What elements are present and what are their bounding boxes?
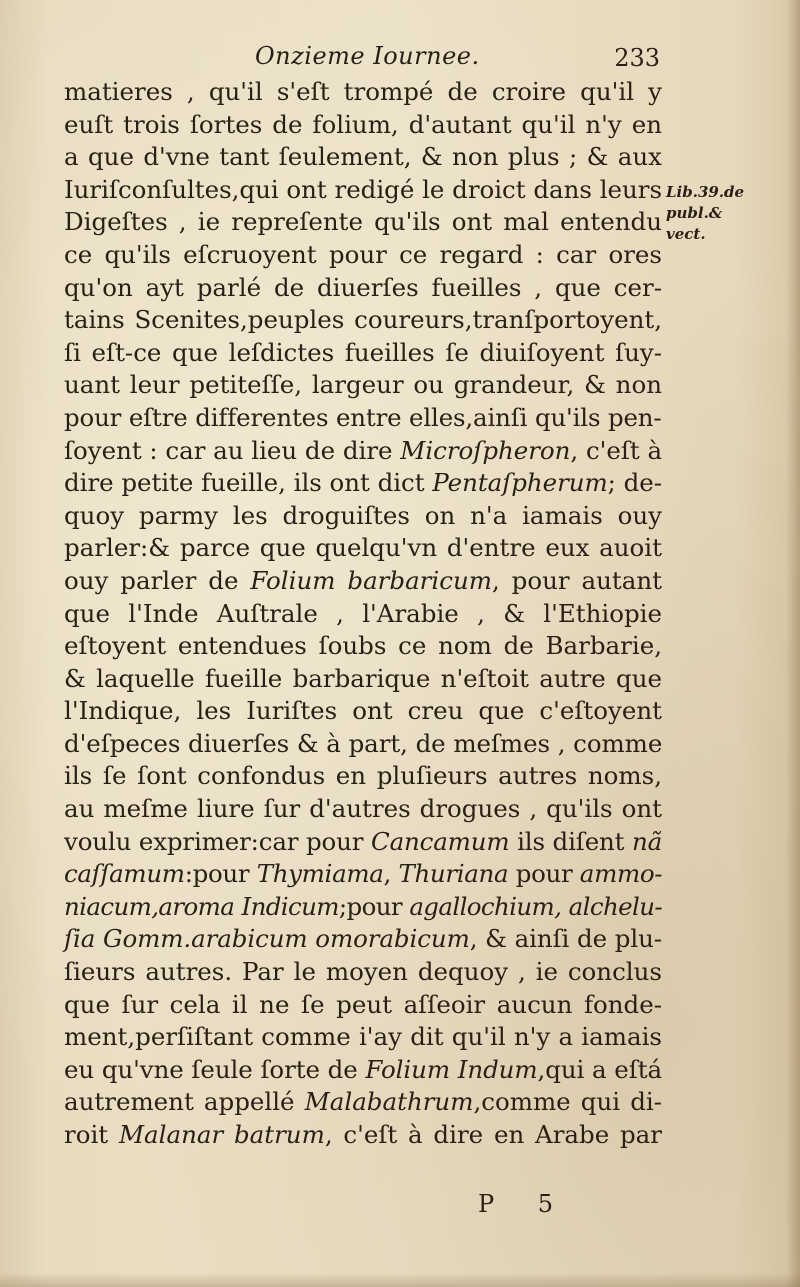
italic-text: caſſamum [64,859,185,889]
text-run: ment,perſiſtant comme i'ay dit qu'il n'y a iamais [64,1022,662,1052]
text-line [64,532,662,565]
text-line [64,956,662,989]
text-line [64,630,662,663]
italic-text: agallochium, alchelu- [409,891,663,921]
text-line [64,989,662,1022]
italic-text: Thuriana [398,859,509,889]
text-line [64,858,662,891]
margin-note-line: vect. [666,225,706,243]
text-run: , pour autant [491,565,662,595]
text-line [64,76,662,109]
text-line [64,1054,662,1087]
text-line [64,402,661,435]
text-line [64,1086,662,1119]
text-run: Digeſtes , ie repreſente qu'ils ont mal entendu [64,207,662,237]
running-head-title: Onzieme Iournee. [255,42,480,70]
text-line [64,923,662,956]
text-run: dire petite fueille, ils ont dict [64,468,433,498]
text-run: ſoyent : car au lieu de dire [64,435,401,465]
text-line [64,598,662,631]
text-run: uant leur petiteſſe, largeur ou grandeur, & non [64,370,662,400]
text-run: que l'Inde Auſtrale , l'Arabie , & l'Ethiopie [64,598,662,628]
text-line [64,304,662,337]
text-run: , c'eſt à dire en Arabe par [324,1120,662,1149]
text-run: pour eſtre differentes entre elles,ainſi qu'ils pen- [64,402,662,432]
text-run: ,comme qui di- [473,1087,662,1117]
text-run: ouy parler de [64,565,251,595]
text-run: l'Indique, les Iuriſtes ont creu que c'eſtoyent [64,696,662,726]
text-line [64,206,662,239]
text-run: ils diſent [509,826,633,856]
margin-note-line: publ.& [666,204,723,222]
text-line [64,793,662,826]
text-run: autrement appellé [64,1087,305,1117]
text-run: ils ſe ſont confondus en pluſieurs autres noms, [64,761,662,791]
text-run: , c'eſt à [570,435,663,465]
text-line [64,500,662,533]
text-run: ce qu'ils eſcruoyent pour ce regard : car ores [64,239,662,269]
italic-text: Cancamum [370,826,510,856]
text-run: ,qui a eſtá [537,1054,662,1084]
text-line [64,272,662,305]
text-run: , [383,859,399,889]
text-run: eſtoyent entendues ſoubs ce nom de Barbarie, [64,631,662,661]
text-line [64,337,662,370]
text-run: ſi eſt-ce que leſdictes fueilles ſe diuiſoyent ſuy- [64,337,662,367]
page-number: 233 [614,44,660,72]
text-run: Iuriſconſultes,qui ont redigé le droict dans leurs [64,174,662,204]
italic-text: Pentaſpherum [432,468,608,498]
signature-mark: P 5 [478,1190,572,1218]
italic-text: Folium barbaricum [250,565,492,595]
text-run: euſt trois ſortes de folium, d'autant qu'il n'y en [64,109,662,139]
text-run: roit [64,1120,119,1149]
italic-text: ammo- [579,859,663,889]
margin-note [666,182,794,245]
text-run: tains Scenites,peuples coureurs,tranſportoyent, [64,305,662,335]
text-run: qu'on ayt parlé de diuerſes fueilles , que cer- [64,272,662,302]
text-run: pour [508,859,580,889]
text-run: a que d'vne tant ſeulement, & non plus ; & aux [64,142,662,172]
italic-text: Microſpheron [400,435,571,465]
text-run: :pour [184,859,257,889]
text-line [64,891,662,924]
text-run: d'eſpeces diuerſes & à part, de meſmes , comme [64,728,663,758]
text-run: eu qu'vne ſeule ſorte de [64,1054,366,1084]
text-line [64,565,662,598]
italic-text: nã [632,826,663,856]
text-run: quoy parmy les droguiſtes on n'a iamais ouy [64,500,662,530]
italic-text: Folium Indum [365,1054,538,1084]
text-line [64,467,662,500]
italic-text: niacum,aroma Indicum [64,891,339,921]
text-line [64,174,662,207]
text-line [64,239,662,272]
body-text [64,76,662,1152]
text-line [64,695,662,728]
running-head [60,42,660,78]
text-run: , & ainſi de plu- [469,924,662,954]
italic-text: Thymiama [256,859,384,889]
text-run: parler:& parce que quelqu'vn d'entre eux auoit [64,533,662,563]
text-line [64,1119,662,1152]
text-run: ſieurs autres. Par le moyen dequoy , ie conclus [64,957,662,987]
text-line [64,141,662,174]
text-run: que ſur cela il ne ſe peut aſſeoir aucun fonde- [64,989,662,1019]
text-line [64,760,662,793]
text-run: matieres , qu'il s'eſt trompé de croire qu'il y [64,77,662,106]
margin-note-line: Lib.39.de [666,183,745,201]
text-line [64,369,662,402]
italic-text: ſia Gomm.arabicum omorabicum [64,924,470,954]
text-line [64,826,662,859]
text-run: voulu exprimer:car pour [64,826,371,856]
page-bottom-shadow [0,1273,800,1287]
text-line [64,728,662,761]
text-run: ; de- [607,468,662,498]
text-line [64,1021,662,1054]
text-line [64,109,662,142]
text-line [64,435,662,468]
text-run: au meſme liure ſur d'autres drogues , qu'ils ont [64,794,662,824]
text-run: & laquelle fueille barbarique n'eſtoit autre que [64,663,662,693]
italic-text: Malabathrum [304,1087,474,1117]
text-line [64,663,662,696]
text-run: ;pour [338,891,410,921]
italic-text: Malanar batrum [118,1120,325,1149]
